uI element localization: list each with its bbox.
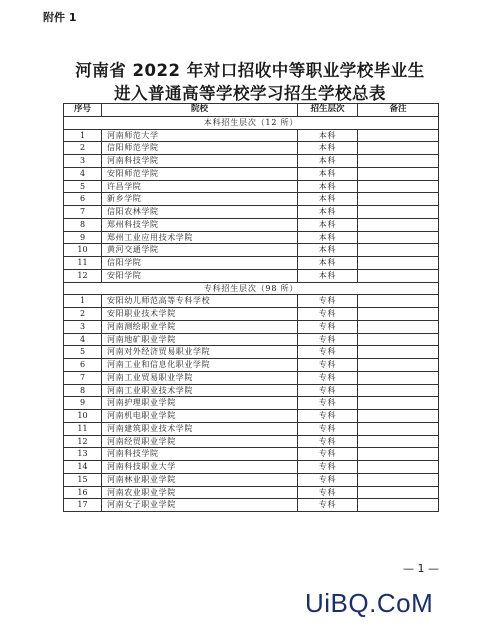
row-number: 11 (64, 257, 102, 270)
note-cell (358, 129, 439, 142)
table-row (64, 180, 439, 193)
note-cell (358, 333, 439, 346)
level-cell: 本科 (298, 167, 358, 180)
level-cell: 本科 (298, 244, 358, 257)
school-name: 安阳职业技术学院 (102, 308, 298, 321)
table-row (64, 422, 439, 435)
note-cell (358, 206, 439, 219)
table-row (64, 218, 439, 231)
row-number: 9 (64, 397, 102, 410)
school-name: 河南师范大学 (102, 129, 298, 142)
level-cell: 专科 (298, 435, 358, 448)
note-cell (358, 371, 439, 384)
table-row (64, 333, 439, 346)
school-name: 新乡学院 (102, 193, 298, 206)
level-cell: 专科 (298, 473, 358, 486)
level-cell: 专科 (298, 359, 358, 372)
table-row (64, 461, 439, 474)
watermark-logo: UiBQ.CoM (305, 588, 434, 618)
note-cell (358, 448, 439, 461)
table-row (64, 410, 439, 423)
row-number: 5 (64, 180, 102, 193)
school-name: 安阳学院 (102, 269, 298, 282)
school-name: 河南工业和信息化职业学院 (102, 359, 298, 372)
school-name: 安阳师范学院 (102, 167, 298, 180)
header-note: 备注 (358, 104, 439, 117)
row-number: 9 (64, 231, 102, 244)
row-number: 6 (64, 193, 102, 206)
note-cell (358, 308, 439, 321)
table-row (64, 320, 439, 333)
table-row (64, 193, 439, 206)
row-number: 7 (64, 371, 102, 384)
school-name: 河南工业贸易职业学院 (102, 371, 298, 384)
table-row (64, 371, 439, 384)
note-cell (358, 473, 439, 486)
school-name: 河南林业职业学院 (102, 473, 298, 486)
table-row (64, 206, 439, 219)
level-cell: 本科 (298, 257, 358, 270)
level-cell: 本科 (298, 142, 358, 155)
page-number: — 1 — (403, 562, 439, 575)
level-cell: 专科 (298, 422, 358, 435)
row-number: 2 (64, 142, 102, 155)
row-number: 1 (64, 129, 102, 142)
row-number: 13 (64, 448, 102, 461)
level-cell: 专科 (298, 346, 358, 359)
note-cell (358, 346, 439, 359)
school-name: 郑州工业应用技术学院 (102, 231, 298, 244)
school-name: 郑州科技学院 (102, 218, 298, 231)
note-cell (358, 155, 439, 168)
school-name: 黄河交通学院 (102, 244, 298, 257)
row-number: 14 (64, 461, 102, 474)
level-cell: 专科 (298, 461, 358, 474)
table-row (64, 499, 439, 512)
section-label: 专科招生层次（98 所） (64, 282, 439, 295)
note-cell (358, 193, 439, 206)
row-number: 12 (64, 435, 102, 448)
school-name: 河南科技职业大学 (102, 461, 298, 474)
level-cell: 专科 (298, 333, 358, 346)
school-name: 信阳农林学院 (102, 206, 298, 219)
header-no: 序号 (64, 104, 102, 117)
note-cell (358, 244, 439, 257)
school-name: 河南建筑职业技术学院 (102, 422, 298, 435)
note-cell (358, 359, 439, 372)
note-cell (358, 295, 439, 308)
level-cell: 专科 (298, 499, 358, 512)
note-cell (358, 486, 439, 499)
level-cell: 本科 (298, 129, 358, 142)
level-cell: 专科 (298, 448, 358, 461)
school-name: 安阳幼儿师范高等专科学校 (102, 295, 298, 308)
school-name: 河南科技学院 (102, 448, 298, 461)
school-name: 河南机电职业学院 (102, 410, 298, 423)
table-row (64, 308, 439, 321)
row-number: 5 (64, 346, 102, 359)
row-number: 3 (64, 320, 102, 333)
note-cell (358, 397, 439, 410)
level-cell: 专科 (298, 384, 358, 397)
section-row-undergrad (64, 116, 439, 129)
table-row (64, 269, 439, 282)
note-cell (358, 257, 439, 270)
school-name: 信阳师范学院 (102, 142, 298, 155)
table-row (64, 435, 439, 448)
table-row (64, 129, 439, 142)
table-row (64, 142, 439, 155)
table-row (64, 448, 439, 461)
note-cell (358, 218, 439, 231)
school-name: 河南经贸职业学院 (102, 435, 298, 448)
table-row (64, 486, 439, 499)
level-cell: 本科 (298, 206, 358, 219)
school-name: 信阳学院 (102, 257, 298, 270)
note-cell (358, 231, 439, 244)
table-row (64, 397, 439, 410)
header-level: 招生层次 (298, 104, 358, 117)
row-number: 7 (64, 206, 102, 219)
school-name: 河南护理职业学院 (102, 397, 298, 410)
level-cell: 专科 (298, 308, 358, 321)
level-cell: 专科 (298, 320, 358, 333)
row-number: 16 (64, 486, 102, 499)
school-name: 河南女子职业学院 (102, 499, 298, 512)
row-number: 3 (64, 155, 102, 168)
table-row (64, 155, 439, 168)
row-number: 15 (64, 473, 102, 486)
school-name: 河南工业职业技术学院 (102, 384, 298, 397)
level-cell: 本科 (298, 180, 358, 193)
school-name: 河南对外经济贸易职业学院 (102, 346, 298, 359)
annex-label: 附件 1 (43, 11, 77, 24)
row-number: 4 (64, 167, 102, 180)
note-cell (358, 435, 439, 448)
level-cell: 专科 (298, 486, 358, 499)
section-row-vocational (64, 282, 439, 295)
section-label: 本科招生层次（12 所） (64, 116, 439, 129)
document-title-line-2: 进入普通高等学校学习招生学校总表 (114, 84, 386, 103)
table-row (64, 384, 439, 397)
level-cell: 本科 (298, 193, 358, 206)
school-name: 河南测绘职业学院 (102, 320, 298, 333)
level-cell: 本科 (298, 269, 358, 282)
note-cell (358, 384, 439, 397)
table-row (64, 359, 439, 372)
school-name: 河南地矿职业学院 (102, 333, 298, 346)
note-cell (358, 422, 439, 435)
note-cell (358, 269, 439, 282)
note-cell (358, 167, 439, 180)
row-number: 12 (64, 269, 102, 282)
note-cell (358, 461, 439, 474)
level-cell: 本科 (298, 155, 358, 168)
level-cell: 专科 (298, 397, 358, 410)
row-number: 10 (64, 244, 102, 257)
level-cell: 专科 (298, 371, 358, 384)
level-cell: 专科 (298, 295, 358, 308)
row-number: 1 (64, 295, 102, 308)
document-title-line-1: 河南省 2022 年对口招收中等职业学校毕业生 (75, 61, 425, 80)
note-cell (358, 410, 439, 423)
table-row (64, 295, 439, 308)
table-row (64, 257, 439, 270)
note-cell (358, 320, 439, 333)
table-row (64, 346, 439, 359)
table-header-row (64, 104, 439, 117)
row-number: 11 (64, 422, 102, 435)
note-cell (358, 499, 439, 512)
header-school: 院校 (102, 104, 298, 117)
note-cell (358, 180, 439, 193)
table-row (64, 167, 439, 180)
school-name: 许昌学院 (102, 180, 298, 193)
row-number: 8 (64, 384, 102, 397)
row-number: 17 (64, 499, 102, 512)
row-number: 8 (64, 218, 102, 231)
row-number: 10 (64, 410, 102, 423)
schools-table (63, 103, 439, 512)
school-name: 河南农业职业学院 (102, 486, 298, 499)
note-cell (358, 142, 439, 155)
row-number: 2 (64, 308, 102, 321)
row-number: 4 (64, 333, 102, 346)
table-row (64, 244, 439, 257)
school-name: 河南科技学院 (102, 155, 298, 168)
level-cell: 专科 (298, 410, 358, 423)
row-number: 6 (64, 359, 102, 372)
table-row (64, 231, 439, 244)
level-cell: 本科 (298, 231, 358, 244)
level-cell: 本科 (298, 218, 358, 231)
table-row (64, 473, 439, 486)
